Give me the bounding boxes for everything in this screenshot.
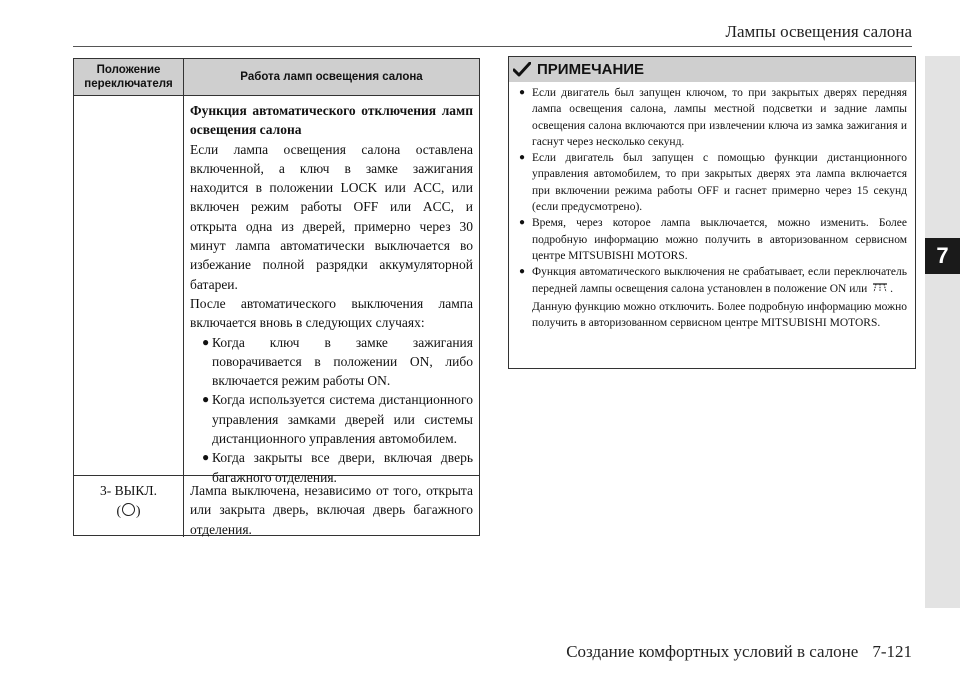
paren-close: ): [136, 503, 141, 518]
header-rule: [73, 46, 912, 47]
item4-text: Функция автоматического выключения не срабатывает, если переключатель передней лампы освещения салона установлен в положение ON или: [532, 266, 907, 295]
list-item: [517, 150, 907, 215]
list-item: [517, 264, 907, 299]
bullet-icon: ●: [519, 152, 526, 164]
table-row: [74, 96, 479, 485]
paren-open: (: [116, 503, 121, 518]
chapter-number: 7: [925, 238, 960, 274]
page-number: 7-121: [872, 642, 912, 661]
note-extra-text: Данную функцию можно отключить. Более подробную информацию можно получить в авторизованном сервисном центре MITSUBISHI MOTORS.: [532, 300, 907, 330]
operation-cell: [184, 96, 479, 485]
header-position-line1: Положение: [96, 64, 161, 76]
list-item: [190, 390, 473, 448]
list-item-text: Если двигатель был запущен с помощью функции дистанционного управления автомобилем, то при закрытых дверях эта лампа включается при включении режима работы OFF и гаснет примерно через 15 секунд (если предусмотрено).: [532, 152, 907, 214]
list-item-text: Когда используется система дистанционного управления замками дверей или системы дистанционного управления автомобилем.: [212, 392, 473, 447]
bullet-icon: ●: [202, 450, 210, 465]
auto-off-heading: Функция автоматического отключения ламп освещения салона: [190, 103, 473, 138]
list-item: [517, 215, 907, 264]
auto-off-paragraph: Если лампа освещения салона оставлена включенной, а ключ в замке зажигания находится в положении LOCK или ACC, или включен режим работы OFF или ACC, и открыта одна из дверей, примерно через 30 минут лампа автоматически выключается во избежание полной разрядки аккумуляторной батареи.: [190, 141, 473, 292]
item4-end: .: [890, 282, 893, 295]
header-operation-col: Работа ламп освещения салона: [240, 71, 423, 83]
list-item-text: Если двигатель был запущен ключом, то при закрытых дверях передняя лампа освещения салона, лампы местной подсветки и задние лампы освещения салона включаются при извлечении ключа из замка зажигания и гаснут через несколько секунд.: [532, 87, 907, 148]
note-box: [508, 56, 916, 369]
position-cell-empty: [74, 96, 184, 475]
off-position-symbol: [74, 501, 183, 521]
side-tab: [925, 56, 960, 608]
note-title: ПРИМЕЧАНИЕ: [537, 61, 645, 78]
footer-section: Создание комфортных условий в салоне: [566, 642, 859, 661]
operation-cell: Лампа выключена, независимо от того, открыта или закрыта дверь, включая дверь багажного отделения.: [190, 483, 473, 537]
position-cell: [74, 476, 184, 537]
reactivation-paragraph: После автоматического выключения лампа включается вновь в следующих случаях:: [190, 295, 473, 331]
bullet-icon: ●: [519, 217, 526, 229]
list-item-text: [532, 264, 907, 299]
list-item-text: Когда ключ в замке зажигания поворачивается в положении ON, либо включается режим работы ON.: [212, 334, 473, 389]
position-label: 3- ВЫКЛ.: [100, 483, 157, 498]
list-item-text: Время, через которое лампа выключается, можно изменить. Более подробную информацию можно получить в авторизованном сервисном центре MITSUBISHI MOTORS.: [532, 217, 907, 262]
note-body: [509, 82, 915, 331]
table-header: [74, 59, 479, 96]
circle-icon: [122, 503, 135, 516]
door-lamp-icon: [870, 281, 890, 299]
list-item-text: Когда закрыты все двери, включая дверь багажного отделения.: [212, 450, 473, 485]
checkmark-icon: [513, 62, 531, 78]
header-position-line2: переключателя: [84, 78, 173, 90]
list-item: [190, 333, 473, 391]
bullet-icon: ●: [519, 266, 526, 278]
bullet-icon: ●: [202, 334, 210, 349]
page-header-title: Лампы освещения салона: [725, 22, 912, 41]
bullet-icon: ●: [202, 392, 210, 407]
note-header: [509, 57, 915, 82]
list-item: [517, 85, 907, 150]
lamp-operation-table: [73, 58, 480, 536]
header-position-col: [74, 59, 184, 95]
bullet-icon: ●: [519, 87, 526, 98]
table-row: [74, 476, 479, 537]
page-footer: [566, 642, 912, 662]
